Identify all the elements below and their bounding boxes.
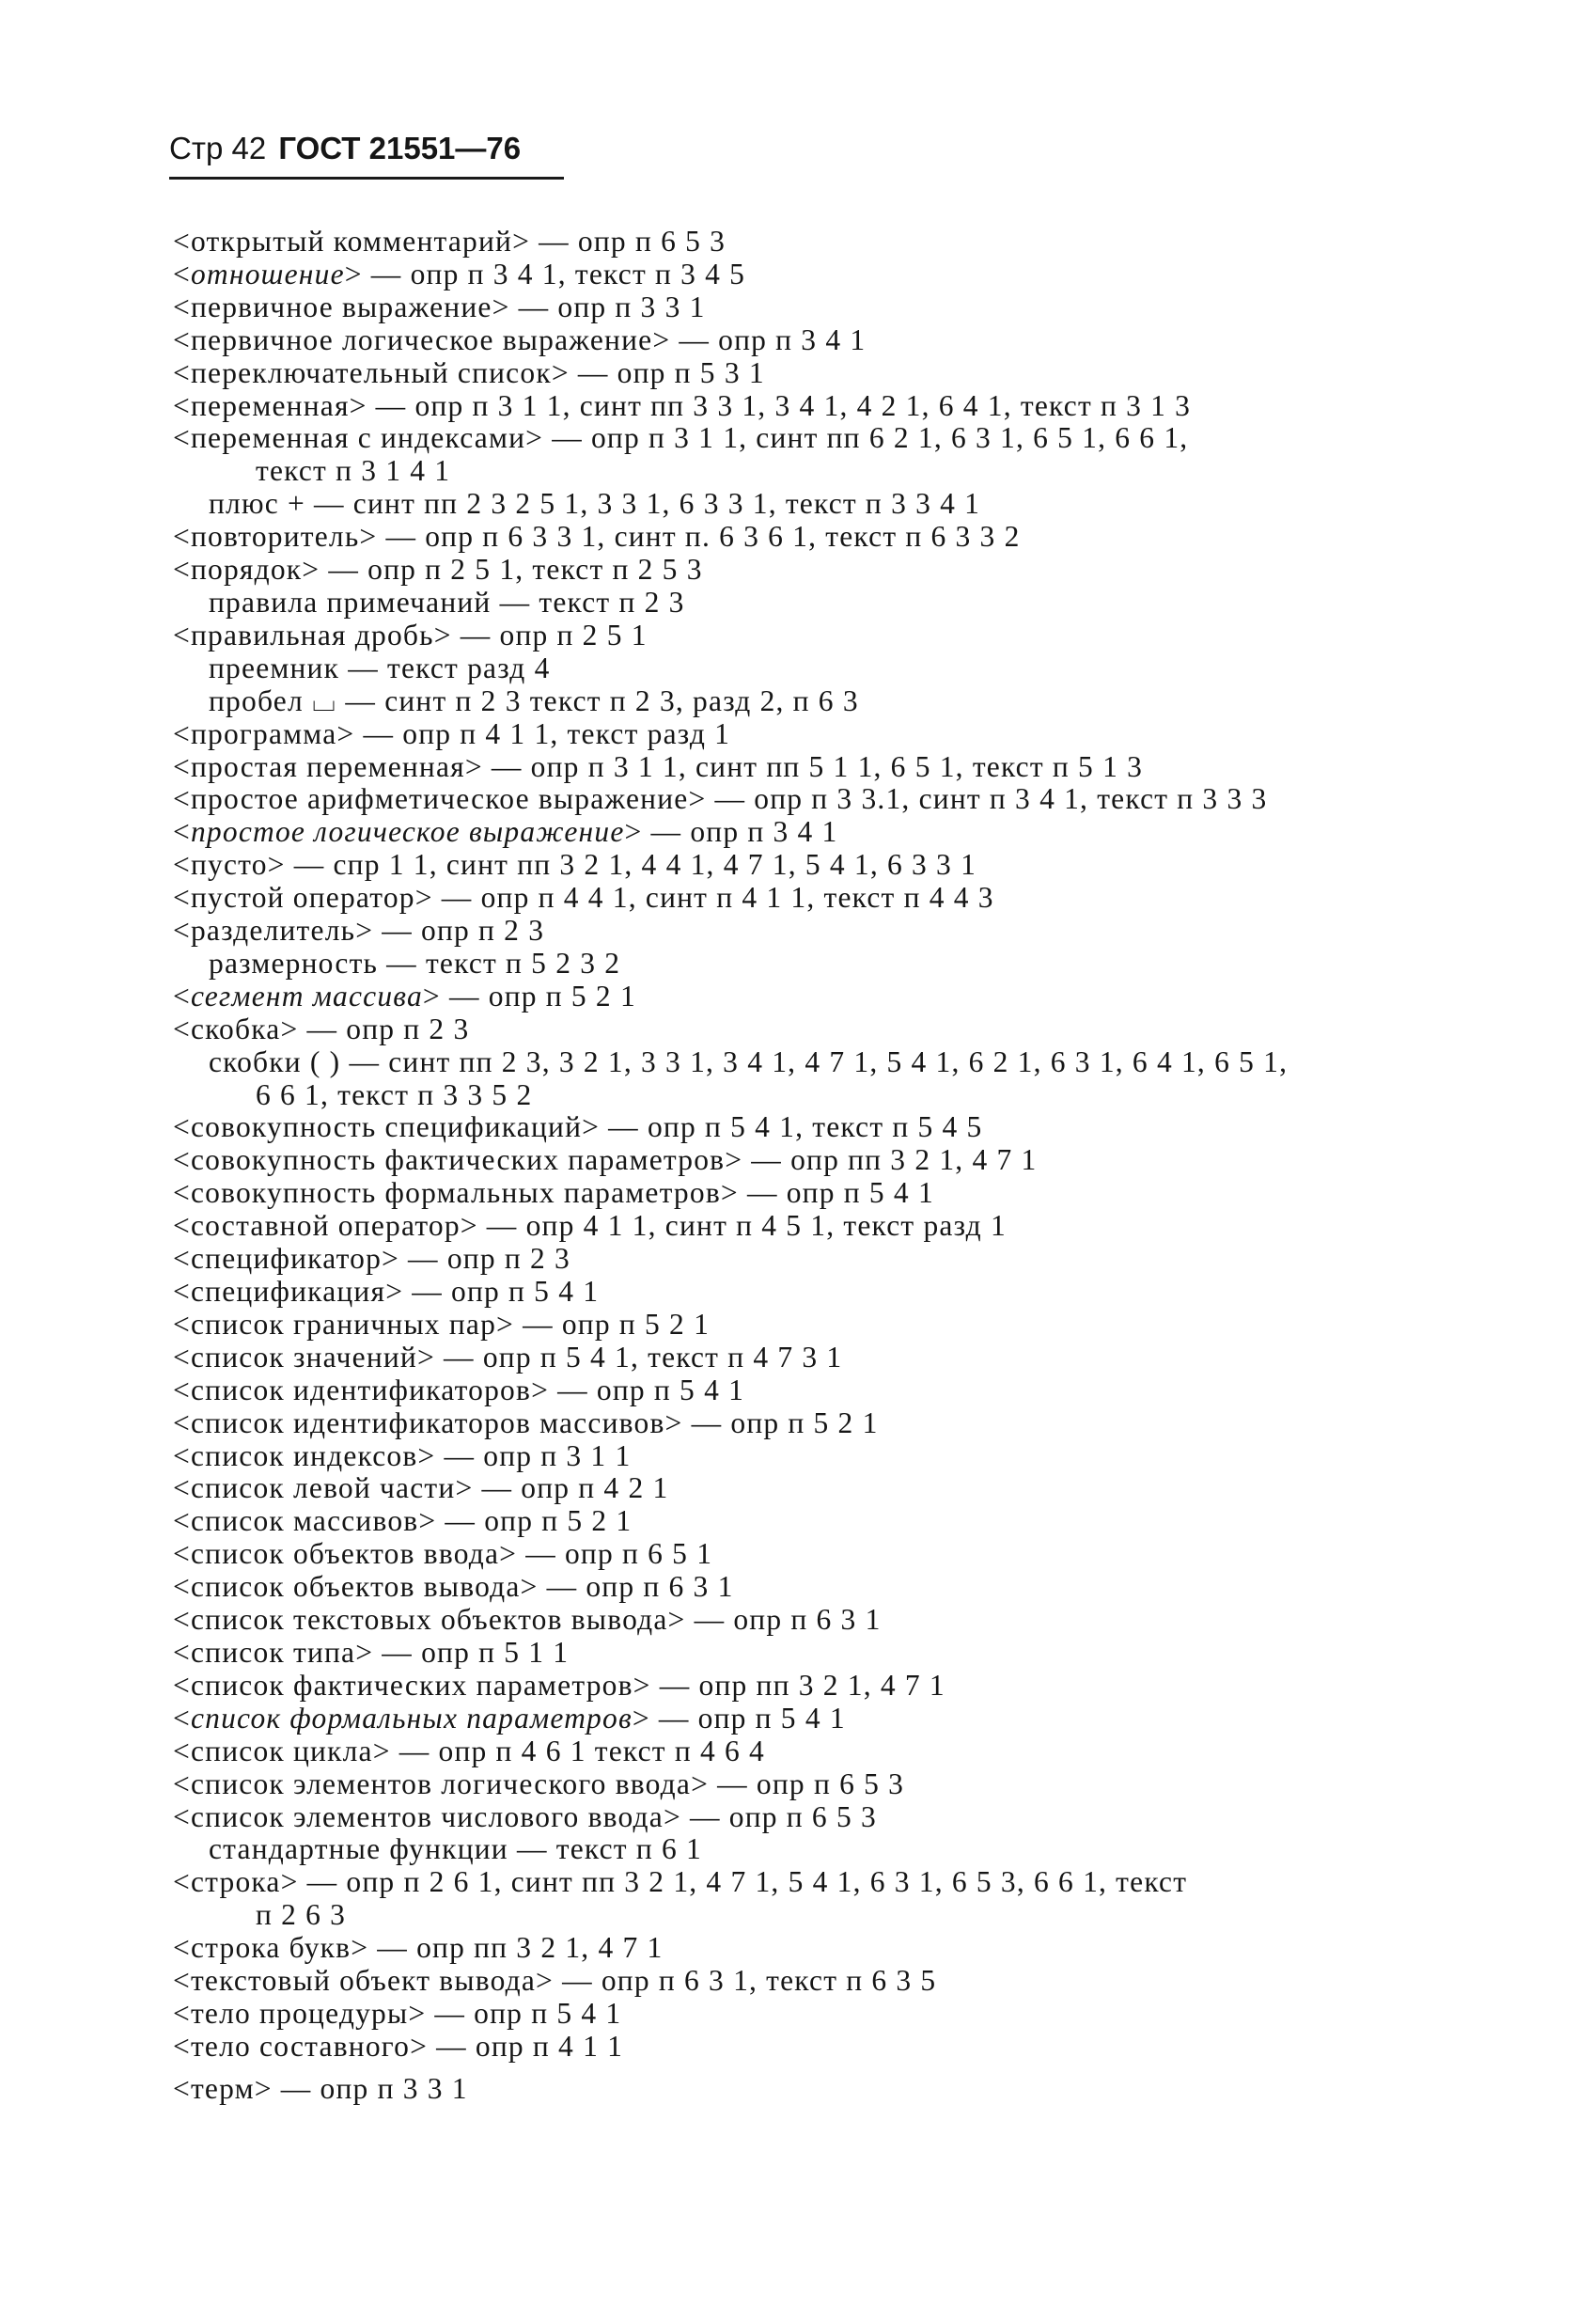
index-entry: [173, 587, 1470, 620]
index-references: — опр п 5 2 1: [436, 1504, 633, 1538]
index-entry: [173, 226, 1470, 259]
angle-bracket-close: >: [351, 1931, 369, 1965]
index-references: — опр п 4 1 1: [428, 2029, 624, 2063]
index-references: — опр п 2 3: [298, 1012, 470, 1045]
index-references: — опр п 5 2 1: [682, 1405, 879, 1439]
index-entry: [173, 981, 1470, 1013]
index-references: — синт п 2 3 текст п 2 3, разд 2, п 6 3: [345, 683, 859, 717]
angle-bracket-close: >: [492, 290, 510, 323]
index-entry: [173, 1440, 1470, 1473]
index-entry: [173, 2031, 1470, 2064]
index-entry: [173, 1046, 1470, 1079]
index-references: — опр пп 3 2 1, 4 7 1: [650, 1668, 945, 1702]
index-references: — опр п 5 4 1, текст п 5 4 5: [600, 1110, 983, 1144]
index-references: — опр п 5 3 1: [569, 355, 765, 389]
index-entry: [173, 1309, 1470, 1342]
index-term: первичное логическое выражение: [190, 322, 653, 356]
index-term: сегмент массива: [190, 979, 423, 1013]
index-term: повторитель: [190, 520, 360, 554]
index-references: — опр п 3 1 1, синт пп 6 2 1, 6 3 1, 6 5 1, 6 6 1,: [543, 421, 1189, 455]
index-term: правила примечаний: [209, 585, 492, 619]
index-term: тело составного: [190, 2029, 411, 2063]
index-entry: [173, 1703, 1470, 1735]
angle-bracket-open: <: [173, 421, 191, 455]
index-references: — опр п 6 5 3: [709, 1767, 905, 1800]
index-references: — опр п 3 1 1, синт пп 5 1 1, 6 5 1, текст п 5 1 3: [482, 749, 1144, 783]
angle-bracket-close: >: [464, 749, 483, 783]
index-entry: [173, 1998, 1470, 2031]
angle-bracket-close: >: [355, 1635, 374, 1669]
index-references: — текст п 2 3: [491, 585, 685, 619]
index-term: скобки ( ): [209, 1044, 350, 1078]
index-term: совокупность спецификаций: [190, 1110, 583, 1144]
angle-bracket-close: >: [433, 618, 452, 652]
index-references: — опр пп 3 2 1, 4 7 1: [742, 1143, 1038, 1177]
index-references: — опр п 4 4 1, синт п 4 1 1, текст п 4 4 3: [432, 881, 994, 915]
index-term: список массивов: [190, 1504, 419, 1538]
angle-bracket-open: <: [173, 881, 191, 915]
angle-bracket-close: >: [633, 1668, 651, 1702]
index-references: — опр п 5 4 1: [426, 1996, 622, 2030]
index-term: плюс +: [209, 487, 315, 521]
angle-bracket-open: <: [173, 1110, 191, 1144]
index-term: строка букв: [190, 1931, 352, 1965]
index-references: — опр п 5 4 1, текст п 4 7 3 1: [434, 1340, 843, 1374]
angle-bracket-open: <: [173, 257, 191, 290]
index-entry: [173, 1965, 1470, 1998]
angle-bracket-close: >: [720, 1176, 739, 1210]
index-references: — опр п 2 5 1, текст п 2 5 3: [320, 553, 703, 587]
index-entry: [173, 422, 1470, 455]
index-references: — синт пп 2 3 2 5 1, 3 3 1, 6 3 3 1, текст п 3 3 4 1: [314, 487, 981, 521]
angle-bracket-open: <: [173, 1143, 191, 1177]
index-entry: [173, 324, 1470, 357]
angle-bracket-open: <: [173, 520, 191, 554]
angle-bracket-open: <: [173, 1176, 191, 1210]
index-references: — опр п 3 1 1: [435, 1438, 632, 1472]
index-entry: [173, 1472, 1470, 1505]
angle-bracket-close: >: [499, 1537, 518, 1571]
index-references: — спр 1 1, синт пп 3 2 1, 4 4 1, 4 7 1, 5 4 1, 6 3 3 1: [285, 848, 977, 882]
angle-bracket-close: >: [417, 1340, 435, 1374]
index-entry: [173, 488, 1470, 521]
index-entry: [173, 849, 1470, 882]
index-references: — опр п 3 4 1: [642, 815, 838, 849]
index-term: спецификатор: [190, 1242, 383, 1276]
index-term: список текстовых объектов вывода: [190, 1603, 668, 1637]
index-references: — опр п 6 3 3 1, синт п. 6 3 6 1, текст п 6 3 3 2: [377, 520, 1021, 554]
angle-bracket-close: >: [414, 881, 433, 915]
angle-bracket-open: <: [173, 2071, 191, 2105]
angle-bracket-open: <: [173, 1603, 191, 1637]
angle-bracket-open: <: [173, 225, 191, 258]
index-entry: [173, 521, 1470, 554]
angle-bracket-open: <: [173, 618, 191, 652]
index-term: список фактических параметров: [190, 1668, 633, 1702]
index-term: простое арифметическое выражение: [190, 782, 689, 816]
index-term: пустой оператор: [190, 881, 415, 915]
angle-bracket-open: <: [173, 1471, 191, 1505]
index-references: — текст п 6 1: [508, 1832, 702, 1866]
angle-bracket-open: <: [173, 1964, 191, 1998]
angle-bracket-open: <: [173, 1209, 191, 1243]
index-entry: [173, 357, 1470, 390]
index-term: список идентификаторов массивов: [190, 1405, 665, 1439]
index-term: текстовый объект вывода: [190, 1964, 537, 1998]
index-references: — опр п 2 3: [373, 914, 545, 948]
index-entry: [173, 1571, 1470, 1604]
index-term: отношение: [190, 257, 345, 290]
angle-bracket-open: <: [173, 1734, 191, 1767]
angle-bracket-open: <: [173, 1701, 191, 1735]
angle-bracket-close: >: [624, 815, 643, 849]
index-entry: [173, 1210, 1470, 1243]
angle-bracket-close: >: [725, 1143, 743, 1177]
index-entry: [173, 554, 1470, 587]
index-term: список типа: [190, 1635, 356, 1669]
angle-bracket-close: >: [417, 1438, 436, 1472]
angle-bracket-open: <: [173, 290, 191, 323]
index-references: — опр п 5 1 1: [373, 1635, 570, 1669]
index-term: разделитель: [190, 914, 356, 948]
page-header: [169, 130, 521, 167]
angle-bracket-close: >: [652, 322, 671, 356]
index-entry: [173, 259, 1470, 291]
index-references: текст п 3 1 4 1: [256, 454, 451, 488]
angle-bracket-open: <: [173, 1799, 191, 1833]
angle-bracket-open: <: [173, 979, 191, 1013]
index-references: — опр п 6 5 3: [680, 1799, 877, 1833]
index-term: простая переменная: [190, 749, 465, 783]
header-rule: [169, 177, 564, 180]
index-term: программа: [190, 716, 337, 750]
index-term: скобка: [190, 1012, 281, 1045]
index-term: строка: [190, 1865, 281, 1899]
index-entry: [173, 1604, 1470, 1637]
index-term: список цикла: [190, 1734, 373, 1767]
index-references: — опр п 5 2 1: [440, 979, 636, 1013]
index-references: — опр п 3 3 1: [509, 290, 706, 323]
angle-bracket-open: <: [173, 815, 191, 849]
index-entry: [173, 1670, 1470, 1703]
index-references: — опр п 6 3 1: [685, 1603, 882, 1637]
angle-bracket-close: >: [512, 225, 531, 258]
index-references: — опр п 4 2 1: [473, 1471, 669, 1505]
index-entry: [173, 390, 1470, 423]
angle-bracket-open: <: [173, 1504, 191, 1538]
angle-bracket-open: <: [173, 1635, 191, 1669]
index-term: простое логическое выражение: [190, 815, 625, 849]
index-entry: [173, 1374, 1470, 1407]
angle-bracket-open: <: [173, 355, 191, 389]
index-references: — опр 4 1 1, синт п 4 5 1, текст разд 1: [477, 1209, 1007, 1243]
index-entry: [173, 783, 1470, 816]
index-term: список формальных параметров: [190, 1701, 633, 1735]
index-term: совокупность формальных параметров: [190, 1176, 721, 1210]
angle-bracket-close: >: [372, 1734, 391, 1767]
angle-bracket-open: <: [173, 1570, 191, 1604]
angle-bracket-close: >: [422, 979, 441, 1013]
index-term: пробел ⌴: [209, 683, 346, 717]
index-term: переменная с индексами: [190, 421, 526, 455]
angle-bracket-open: <: [173, 1275, 191, 1308]
index-entry: [173, 1243, 1470, 1276]
angle-bracket-open: <: [173, 1307, 191, 1341]
index-references: — опр п 5 4 1: [738, 1176, 934, 1210]
angle-bracket-open: <: [173, 782, 191, 816]
index-entry: [173, 1833, 1470, 1866]
index-references: — опр п 5 4 1: [403, 1275, 600, 1308]
angle-bracket-close: >: [280, 1865, 299, 1899]
angle-bracket-open: <: [173, 1438, 191, 1472]
index-entry: [173, 915, 1470, 948]
index-entry: [173, 1768, 1470, 1801]
angle-bracket-close: >: [664, 1405, 683, 1439]
standard-number: ГОСТ 21551—76: [278, 131, 522, 165]
angle-bracket-open: <: [173, 914, 191, 948]
index-term: размерность: [209, 946, 379, 980]
angle-bracket-close: >: [408, 1996, 427, 2030]
index-entry: [173, 751, 1470, 784]
index-entry: [173, 948, 1470, 981]
angle-bracket-close: >: [359, 520, 378, 554]
angle-bracket-open: <: [173, 1242, 191, 1276]
angle-bracket-close: >: [536, 1964, 554, 1998]
index-term: пусто: [190, 848, 268, 882]
index-term: спецификация: [190, 1275, 386, 1308]
angle-bracket-close: >: [254, 2071, 273, 2105]
index-term: составной оператор: [190, 1209, 461, 1243]
index-term: список идентификаторов: [190, 1373, 532, 1406]
index-term: переменная: [190, 388, 350, 422]
index-entry: [173, 1735, 1470, 1768]
index-entry: [173, 1932, 1470, 1965]
index-entry: [173, 652, 1470, 685]
angle-bracket-close: >: [302, 553, 320, 587]
index-term: первичное выражение: [190, 290, 492, 323]
index-references: — опр п 5 4 1: [649, 1701, 846, 1735]
angle-bracket-close: >: [336, 716, 355, 750]
angle-bracket-open: <: [173, 322, 191, 356]
index-references: — опр п 2 6 1, синт пп 3 2 1, 4 7 1, 5 4 1, 6 3 1, 6 5 3, 6 6 1, текст: [298, 1865, 1188, 1899]
index-term: правильная дробь: [190, 618, 434, 652]
index-references: 6 6 1, текст п 3 3 5 2: [256, 1077, 533, 1111]
index-references: — опр п 2 3: [398, 1242, 570, 1276]
angle-bracket-open: <: [173, 1405, 191, 1439]
angle-bracket-open: <: [173, 716, 191, 750]
index-references: — текст разд 4: [339, 651, 551, 684]
index-references: — опр пп 3 2 1, 4 7 1: [368, 1931, 664, 1965]
index-entry: [173, 1276, 1470, 1309]
angle-bracket-open: <: [173, 1373, 191, 1406]
angle-bracket-open: <: [173, 1865, 191, 1899]
index-term: список левой части: [190, 1471, 456, 1505]
angle-bracket-close: >: [355, 914, 374, 948]
index-references: — опр п 3 4 1: [670, 322, 867, 356]
index-entry: [173, 1111, 1470, 1144]
index-references: — опр п 5 2 1: [514, 1307, 711, 1341]
index-term: тело процедуры: [190, 1996, 409, 2030]
index-references: — опр п 4 6 1 текст п 4 6 4: [390, 1734, 765, 1767]
index-term: список индексов: [190, 1438, 418, 1472]
angle-bracket-open: <: [173, 1012, 191, 1045]
index-references: — опр п 5 4 1: [549, 1373, 745, 1406]
index-entry: [173, 1177, 1470, 1210]
angle-bracket-open: <: [173, 553, 191, 587]
index-entry: [173, 1801, 1470, 1834]
angle-bracket-close: >: [691, 1767, 710, 1800]
angle-bracket-close: >: [525, 421, 544, 455]
index-entry: [173, 1407, 1470, 1440]
index-entry: [173, 1342, 1470, 1374]
index-entry: [173, 2073, 1470, 2106]
angle-bracket-open: <: [173, 749, 191, 783]
angle-bracket-open: <: [173, 2029, 191, 2063]
angle-bracket-close: >: [582, 1110, 601, 1144]
angle-bracket-close: >: [267, 848, 286, 882]
angle-bracket-close: >: [460, 1209, 478, 1243]
index-entry: [173, 816, 1470, 849]
angle-bracket-close: >: [349, 388, 367, 422]
angle-bracket-close: >: [632, 1701, 650, 1735]
index-entry-continuation: [173, 1079, 1470, 1112]
index-entry-continuation: [173, 1899, 1470, 1932]
angle-bracket-close: >: [418, 1504, 437, 1538]
index-references: — синт пп 2 3, 3 2 1, 3 3 1, 3 4 1, 4 7 1, 5 4 1, 6 2 1, 6 3 1, 6 4 1, 6 5 1,: [349, 1044, 1289, 1078]
angle-bracket-open: <: [173, 1537, 191, 1571]
subject-index: [173, 226, 1470, 2106]
angle-bracket-close: >: [410, 2029, 429, 2063]
index-entry-continuation: [173, 455, 1470, 488]
index-references: — опр п 3 3 1: [272, 2071, 468, 2105]
index-term: список граничных пар: [190, 1307, 497, 1341]
index-term: открытый комментарий: [190, 225, 513, 258]
index-term: список значений: [190, 1340, 417, 1374]
angle-bracket-close: >: [667, 1603, 686, 1637]
index-references: п 2 6 3: [256, 1898, 347, 1932]
angle-bracket-close: >: [385, 1275, 404, 1308]
index-term: преемник: [209, 651, 340, 684]
angle-bracket-close: >: [344, 257, 363, 290]
angle-bracket-open: <: [173, 1931, 191, 1965]
angle-bracket-open: <: [173, 1996, 191, 2030]
angle-bracket-close: >: [688, 782, 707, 816]
index-references: — опр п 6 5 1: [517, 1537, 713, 1571]
index-references: — текст п 5 2 3 2: [378, 946, 621, 980]
index-entry: [173, 620, 1470, 652]
index-term: стандартные функции: [209, 1832, 508, 1866]
angle-bracket-open: <: [173, 1668, 191, 1702]
index-term: список элементов числового ввода: [190, 1799, 664, 1833]
index-entry: [173, 291, 1470, 324]
index-references: — опр п 4 1 1, текст разд 1: [354, 716, 731, 750]
index-entry: [173, 718, 1470, 751]
index-term: список объектов ввода: [190, 1537, 500, 1571]
index-entry: [173, 1144, 1470, 1177]
index-entry: [173, 1866, 1470, 1899]
angle-bracket-close: >: [382, 1242, 399, 1276]
index-term: порядок: [190, 553, 303, 587]
page-number: Стр 42: [169, 131, 267, 165]
index-entry: [173, 1013, 1470, 1046]
angle-bracket-open: <: [173, 1340, 191, 1374]
index-term: список объектов вывода: [190, 1570, 521, 1604]
index-references: — опр п 6 3 1, текст п 6 3 5: [554, 1964, 937, 1998]
angle-bracket-open: <: [173, 848, 191, 882]
angle-bracket-close: >: [455, 1471, 474, 1505]
index-term: терм: [190, 2071, 255, 2105]
index-entry: [173, 1538, 1470, 1571]
index-references: — опр п 6 5 3: [530, 225, 727, 258]
angle-bracket-close: >: [280, 1012, 299, 1045]
index-term: переключательный список: [190, 355, 552, 389]
angle-bracket-close: >: [663, 1799, 681, 1833]
angle-bracket-close: >: [551, 355, 570, 389]
angle-bracket-open: <: [173, 1767, 191, 1800]
angle-bracket-close: >: [520, 1570, 539, 1604]
index-entry: [173, 1505, 1470, 1538]
index-references: — опр п 3 1 1, синт пп 3 3 1, 3 4 1, 4 2 1, 6 4 1, текст п 3 1 3: [367, 388, 1192, 422]
index-references: — опр п 3 3.1, синт п 3 4 1, текст п 3 3 3: [706, 782, 1268, 816]
index-term: список элементов логического ввода: [190, 1767, 692, 1800]
index-references: — опр п 3 4 1, текст п 3 4 5: [362, 257, 746, 290]
index-entry: [173, 685, 1470, 718]
index-references: — опр п 2 5 1: [451, 618, 648, 652]
index-term: совокупность фактических параметров: [190, 1143, 726, 1177]
index-entry: [173, 1637, 1470, 1670]
angle-bracket-open: <: [173, 388, 191, 422]
index-references: — опр п 6 3 1: [538, 1570, 734, 1604]
index-entry: [173, 882, 1470, 915]
angle-bracket-close: >: [496, 1307, 514, 1341]
angle-bracket-close: >: [531, 1373, 550, 1406]
